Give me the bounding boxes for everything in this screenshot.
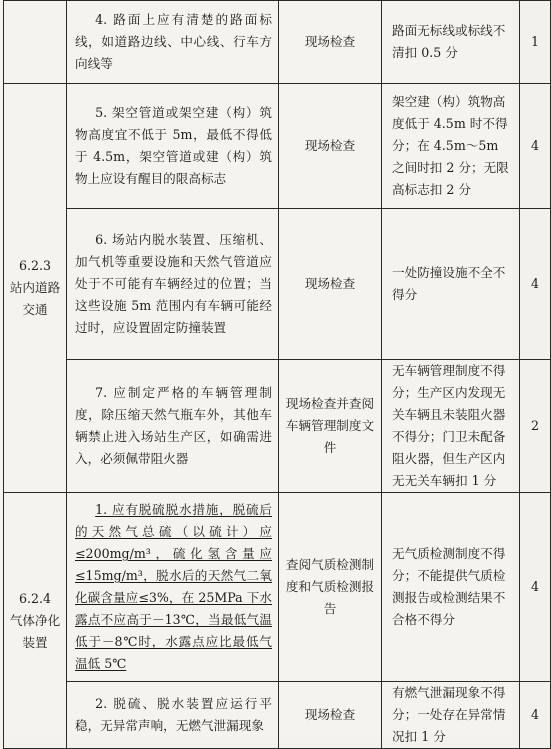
criteria-cell: 一处防撞设施不全不得分: [382, 209, 520, 360]
table-row: [4, 360, 551, 493]
requirement-cell: [67, 360, 279, 493]
criteria-cell: 有燃气泄漏现象不得分；一处存在异常情况扣 1 分: [382, 682, 520, 749]
method-cell: 现场检查: [279, 84, 382, 209]
method-cell: 现场检查: [279, 682, 382, 749]
section-title: 气体净化装置: [9, 612, 61, 650]
criteria-cell: 架空建（构）筑物高度低于 4.5m 时不得分；在 4.5m～5m 之间时扣 2 分；无限高标志扣 2 分: [382, 84, 520, 209]
table-row: [4, 84, 551, 209]
score-cell: 4: [520, 209, 551, 360]
method-cell: 现场检查: [279, 1, 382, 84]
table-row: [4, 209, 551, 360]
table-row: [4, 682, 551, 749]
requirement-cell: [67, 1, 279, 84]
requirement-cell: [67, 493, 279, 682]
score-cell: 1: [520, 1, 551, 84]
table-row: [4, 1, 551, 84]
score-cell: 2: [520, 360, 551, 493]
section-cell: [4, 84, 67, 493]
method-cell: 查阅气质检测制度和气质检测报告: [279, 493, 382, 682]
section-title: 站内道路交通: [9, 280, 61, 317]
requirement-text: 7. 应制定严格的车辆管理制度，除压缩天然气瓶车外，其他车辆禁止进入场站生产区，如确需进入，必须佩带阻火器: [75, 385, 272, 466]
method-cell: 现场检查: [279, 209, 382, 360]
section-code: 6.2.4: [18, 590, 52, 606]
score-cell: 4: [520, 493, 551, 682]
criteria-cell: 无车辆管理制度不得分；生产区内发现无关车辆且未装阻火器不得分；门卫未配备阻火器，但生产区内无无关车辆扣 1 分: [382, 360, 520, 493]
requirement-cell: [67, 84, 279, 209]
section-code: 6.2.3: [18, 258, 52, 273]
requirement-text: 5. 架空管道或架空建（构）筑物高度宜不低于 5m，最低不得低于 4.5m，架空管道或建（构）筑物上应设有醒目的限高标志: [75, 105, 272, 186]
table-row: [4, 493, 551, 682]
score-cell: 4: [520, 84, 551, 209]
requirement-text: 6. 场站内脱水装置、压缩机、加气机等重要设施和天然气管道应处于不可能有车辆经过的位置；当这些设施 5m 范围内有车辆可能经过时，应设置固定防撞装置: [75, 232, 272, 335]
evaluation-table: [3, 0, 551, 749]
criteria-cell: 路面无标线或标线不清扣 0.5 分: [382, 1, 520, 84]
section-cell-blank: [4, 1, 67, 84]
method-cell: 现场检查并查阅车辆管理制度文件: [279, 360, 382, 493]
requirement-cell: [67, 209, 279, 360]
requirement-cell: [67, 682, 279, 749]
score-cell: 4: [520, 682, 551, 749]
criteria-cell: 无气质检测制度不得分；不能提供气质检测报告或检测结果不合格不得分: [382, 493, 520, 682]
requirement-text: 4. 路面上应有清楚的路面标线，如道路边线、中心线、行车方向线等: [75, 12, 272, 71]
requirement-text-underlined: 1. 应有脱硫脱水措施，脱硫后的天然气总硫（以硫计）应≤200mg/m³，硫化氢含量应≤15mg/m³，脱水后的天然气二氧化碳含量应≤3%，在 25MPa 下水露点不应高于－13℃，当最低气温低于－8℃时，水露点应比最低气温低 5℃: [75, 502, 272, 671]
requirement-text: 2. 脱硫、脱水装置应运行平稳，无异常声响，无燃气泄漏现象: [75, 696, 272, 733]
section-cell: [4, 493, 67, 749]
